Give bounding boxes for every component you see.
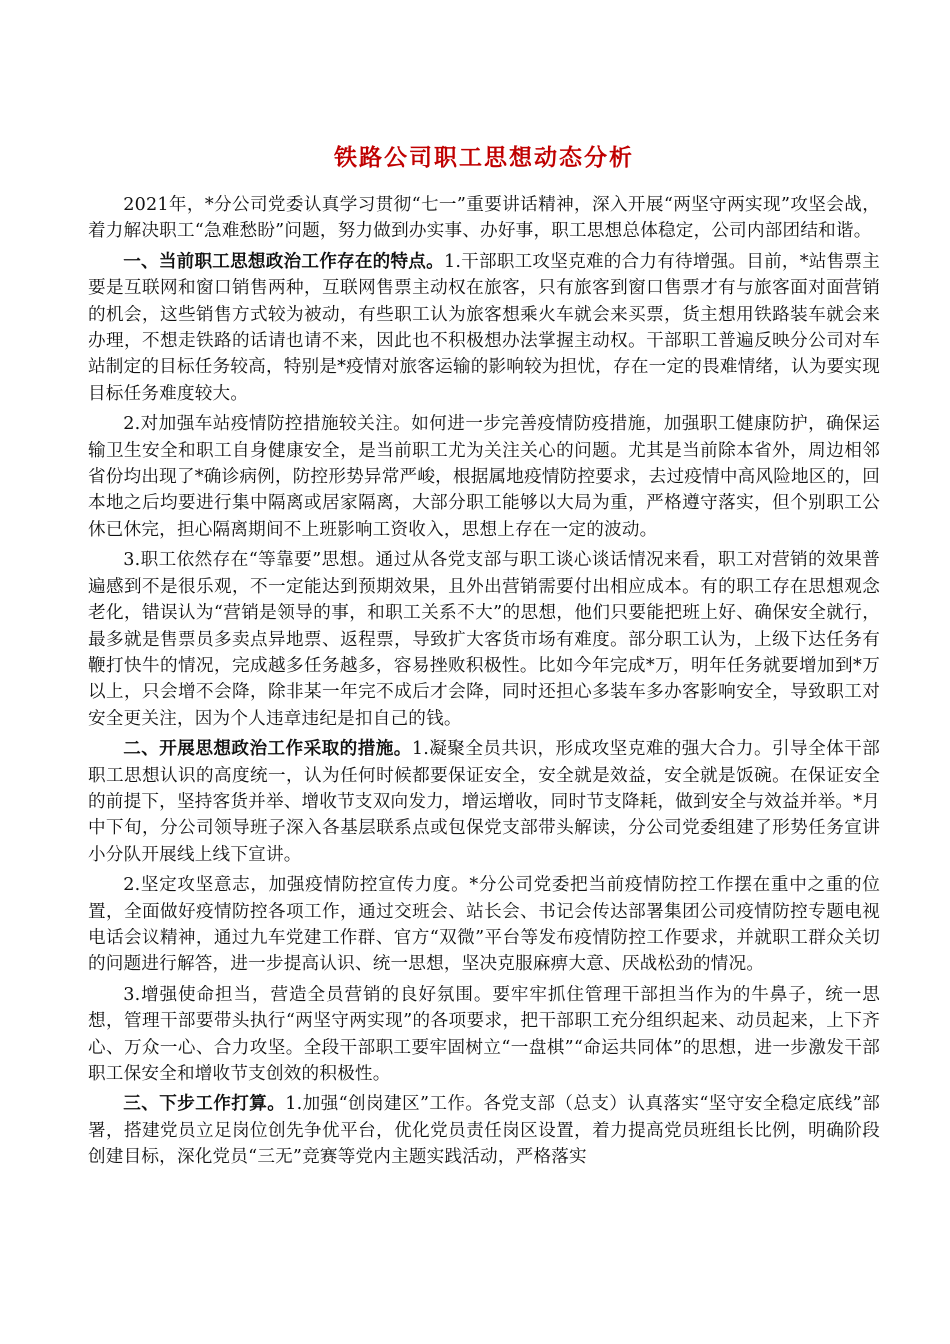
section-2-item-2-paragraph [88, 872, 880, 978]
document-title: 铁路公司职工思想动态分析 [334, 144, 634, 171]
section-heading: 二、开展思想政治工作采取的措施。 [123, 738, 412, 760]
paragraph-text: 1.加强“创岗建区”工作。各党支部（总支）认真落实“坚守安全稳定底线”部署，搭建党员立足岗位创先争优平台，优化党员责任岗区设置，着力提高党员班组长比例，明确阶段创建目标，深化党员“三无”竞赛等党内主题实践活动，严格落实 [88, 1094, 881, 1168]
document-page [88, 138, 880, 1175]
paragraph-text: 2.对加强车站疫情防控措施较关注。如何进一步完善疫情防疫措施，加强职工健康防护，确保运输卫生安全和职工自身健康安全，是当前职工尤为关注关心的问题。尤其是当前除本省外，周边相邻省份均出现了*确诊病例，防控形势异常严峻，根据属地疫情防控要求，去过疫情中高风险地区的，回本地之后均要进行集中隔离或居家隔离，大部分职工能够以大局为重，严格遵守落实，但个别职工公休已休完，担心隔离期间不上班影响工资收入，思想上存在一定的波动。 [88, 414, 880, 540]
paragraph-text: 3.增强使命担当，营造全员营销的良好氛围。要牢牢抓住管理干部担当作为的牛鼻子，统一思想，管理干部要带头执行“两坚守两实现”的各项要求，把干部职工充分组织起来、动员起来，上下齐心、万众一心、合力攻坚。全段干部职工要牢固树立“一盘棋”“命运共同体”的思想，进一步激发干部职工保安全和增收节支创效的积极性。 [88, 984, 880, 1084]
section-1-paragraph [88, 249, 880, 407]
paragraph-text: 1.凝聚全员共识，形成攻坚克难的强大合力。引导全体干部职工思想认识的高度统一，认为任何时候都要保证安全，安全就是效益，安全就是饭碗。在保证安全的前提下，坚持客货并举、增收节支双向发力，增运增收，同时节支降耗，做到安全与效益并举。*月中下旬，分公司领导班子深入各基层联系点或包保党支部带头解读，分公司党委组建了形势任务宣讲小分队开展线上线下宣讲。 [88, 739, 880, 865]
section-heading: 一、当前职工思想政治工作存在的特点。 [123, 250, 444, 272]
section-2-paragraph [88, 736, 880, 868]
section-1-item-2-paragraph [88, 411, 880, 543]
section-3-paragraph [88, 1091, 880, 1170]
paragraph-text: 2021年，*分公司党委认真学习贯彻“七一”重要讲话精神，深入开展“两坚守两实现”攻坚会战，着力解决职工“急难愁盼”问题，努力做到办实事、办好事，职工思想总体稳定，公司内部团结和谐。 [88, 195, 880, 242]
section-1-item-3-paragraph [88, 547, 880, 732]
intro-paragraph [88, 192, 880, 245]
paragraph-text: 3.职工依然存在“等靠要”思想。通过从各党支部与职工谈心谈话情况来看，职工对营销的效果普遍感到不是很乐观，不一定能达到预期效果，且外出营销需要付出相应成本。有的职工存在思想观念老化，错误认为“营销是领导的事，和职工关系不大”的思想，他们只要能把班上好、确保安全就行，最多就是售票员多卖点异地票、返程票，导致扩大客货市场有难度。部分职工认为，上级下达任务有鞭打快牛的情况，完成越多任务越多，容易挫败积极性。比如今年完成*万，明年任务就要增加到*万以上，只会增不会降，除非某一年完不成后才会降，同时还担心多装车多办客影响安全，导致职工对安全更关注，因为个人违章违纪是扣自己的钱。 [88, 550, 880, 729]
section-2-item-3-paragraph [88, 982, 880, 1088]
paragraph-text: 1.干部职工攻坚克难的合力有待增强。目前，*站售票主要是互联网和窗口销售两种，互联网售票主动权在旅客，只有旅客到窗口售票才有与旅客面对面营销的机会，这些销售方式较为被动，有些职工认为旅客想乘火车就会来买票，货主想用铁路装车就会来办理，不想走铁路的话请也请不来，因此也不积极想办法掌握主动权。干部职工普遍反映分公司对车站制定的目标任务较高，特别是*疫情对旅客运输的影响较为担忧，存在一定的畏难情绪，认为要实现目标任务难度较大。 [88, 251, 880, 404]
section-heading: 三、下步工作打算。 [123, 1093, 286, 1115]
paragraph-text: 2.坚定攻坚意志，加强疫情防控宣传力度。*分公司党委把当前疫情防控工作摆在重中之重的位置，全面做好疫情防控各项工作，通过交班会、站长会、书记会传达部署集团公司疫情防控专题电视电话会议精神，通过九车党建工作群、官方“双微”平台等发布疫情防控工作要求，并就职工群众关切的问题进行解答，进一步提高认识、统一思想，坚决克服麻痹大意、厌战松劲的情况。 [88, 875, 880, 975]
